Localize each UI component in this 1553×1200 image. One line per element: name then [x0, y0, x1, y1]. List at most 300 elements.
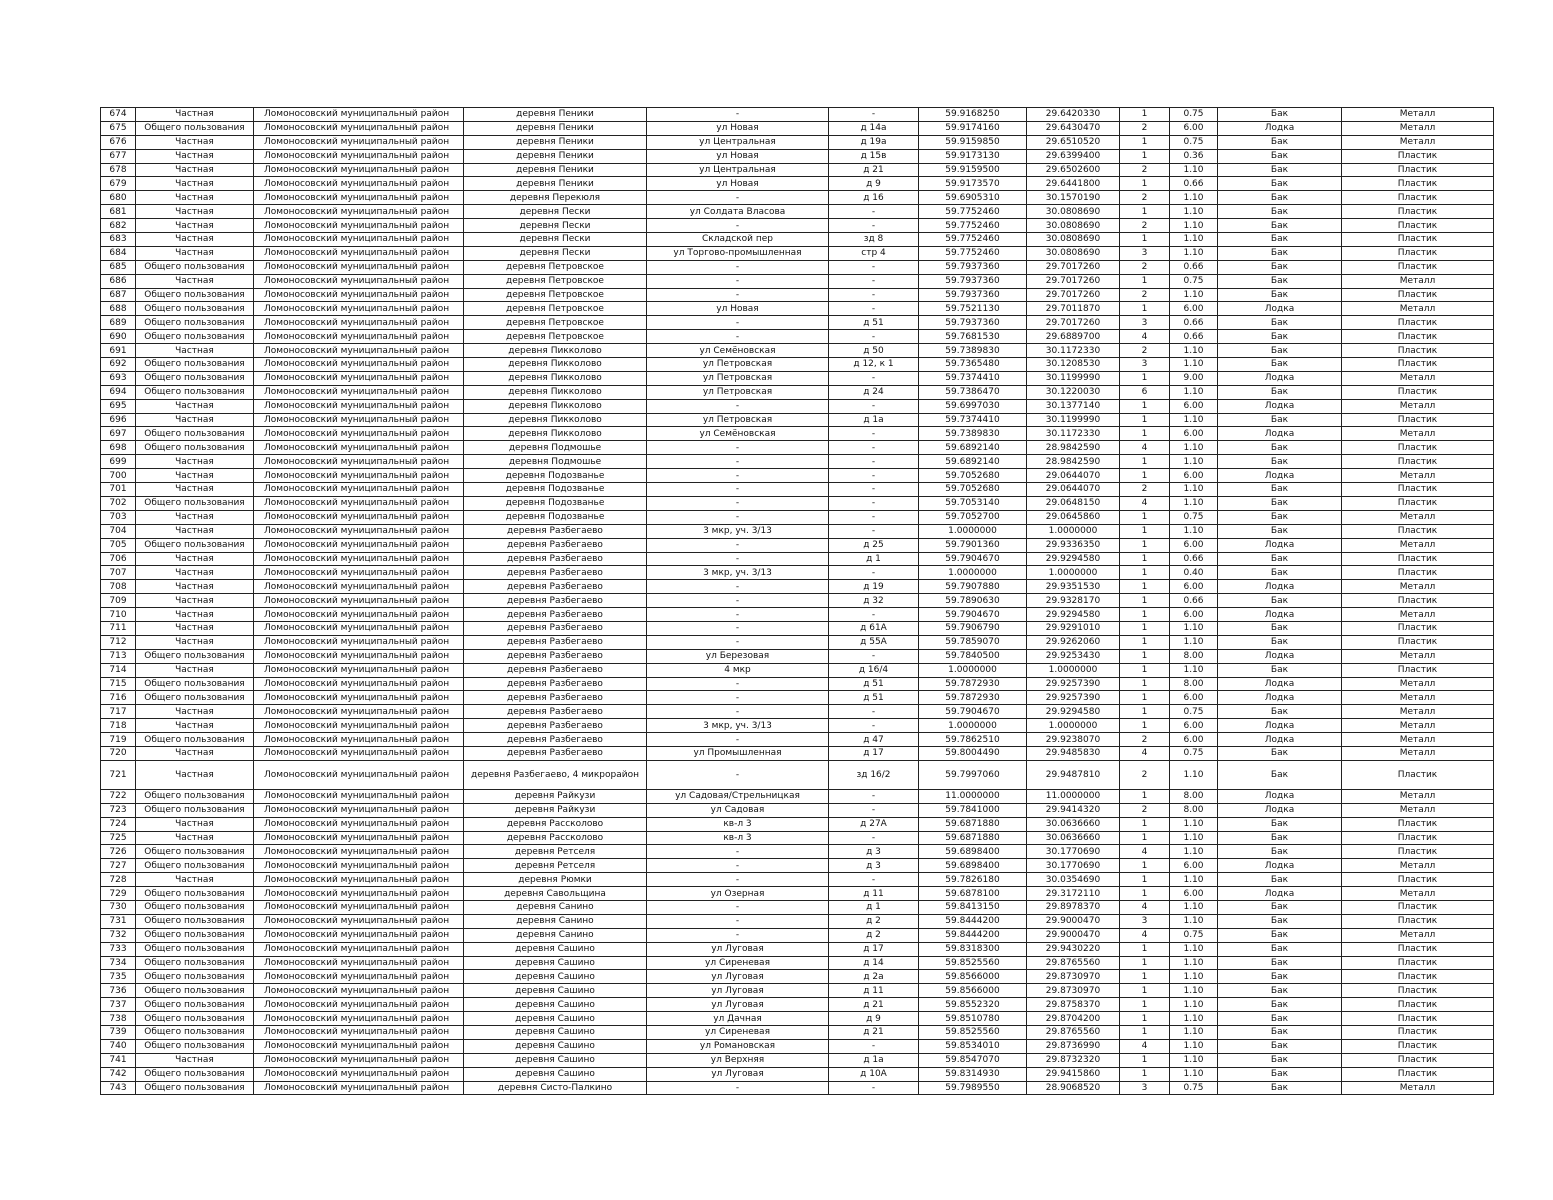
building-cell: - — [829, 455, 919, 469]
table-row — [101, 608, 1494, 622]
container-count-cell: 2 — [1120, 121, 1170, 135]
usage-type-cell: Общего пользования — [136, 441, 254, 455]
row-number-cell: 736 — [101, 984, 136, 998]
table-row — [101, 733, 1494, 747]
container-count-cell: 2 — [1120, 288, 1170, 302]
container-type-cell: Бак — [1218, 760, 1342, 789]
usage-type-cell: Частная — [136, 108, 254, 122]
latitude-cell: 59.7052700 — [919, 510, 1027, 524]
settlement-cell: деревня Петровское — [464, 260, 647, 274]
container-count-cell: 4 — [1120, 441, 1170, 455]
longitude-cell: 30.1770690 — [1027, 845, 1120, 859]
longitude-cell: 29.9262060 — [1027, 635, 1120, 649]
settlement-cell: деревня Сашино — [464, 998, 647, 1012]
longitude-cell: 29.8765560 — [1027, 956, 1120, 970]
container-type-cell: Бак — [1218, 496, 1342, 510]
container-volume-cell: 1.10 — [1170, 496, 1218, 510]
row-number-cell: 680 — [101, 191, 136, 205]
usage-type-cell: Общего пользования — [136, 691, 254, 705]
longitude-cell: 30.1377140 — [1027, 399, 1120, 413]
row-number-cell: 690 — [101, 330, 136, 344]
material-cell: Пластик — [1342, 441, 1494, 455]
street-cell: - — [647, 274, 829, 288]
settlement-cell: деревня Сашино — [464, 942, 647, 956]
building-cell: стр 4 — [829, 246, 919, 260]
settlement-cell: деревня Сашино — [464, 1067, 647, 1081]
container-volume-cell: 1.10 — [1170, 984, 1218, 998]
building-cell: д 2 — [829, 914, 919, 928]
container-volume-cell: 0.66 — [1170, 177, 1218, 191]
latitude-cell: 59.7752460 — [919, 246, 1027, 260]
street-cell: - — [647, 191, 829, 205]
municipal-district-cell: Ломоносовский муниципальный район — [254, 1012, 464, 1026]
container-volume-cell: 6.00 — [1170, 399, 1218, 413]
street-cell: - — [647, 705, 829, 719]
container-type-cell: Бак — [1218, 984, 1342, 998]
latitude-cell: 59.7374410 — [919, 371, 1027, 385]
longitude-cell: 29.9415860 — [1027, 1067, 1120, 1081]
latitude-cell: 59.7752460 — [919, 233, 1027, 247]
longitude-cell: 29.8765560 — [1027, 1026, 1120, 1040]
settlement-cell: деревня Санино — [464, 928, 647, 942]
material-cell: Пластик — [1342, 330, 1494, 344]
longitude-cell: 29.9351530 — [1027, 580, 1120, 594]
street-cell: - — [647, 288, 829, 302]
street-cell: ул Садовая/Стрельницкая — [647, 789, 829, 803]
usage-type-cell: Общего пользования — [136, 1081, 254, 1095]
latitude-cell: 59.6892140 — [919, 455, 1027, 469]
usage-type-cell: Общего пользования — [136, 956, 254, 970]
municipal-district-cell: Ломоносовский муниципальный район — [254, 524, 464, 538]
material-cell: Пластик — [1342, 455, 1494, 469]
settlement-cell: деревня Разбегаево — [464, 705, 647, 719]
container-count-cell: 1 — [1120, 817, 1170, 831]
latitude-cell: 59.8004490 — [919, 746, 1027, 760]
container-type-cell: Бак — [1218, 135, 1342, 149]
usage-type-cell: Частная — [136, 608, 254, 622]
municipal-district-cell: Ломоносовский муниципальный район — [254, 594, 464, 608]
row-number-cell: 732 — [101, 928, 136, 942]
municipal-district-cell: Ломоносовский муниципальный район — [254, 538, 464, 552]
material-cell: Пластик — [1342, 246, 1494, 260]
container-type-cell: Бак — [1218, 621, 1342, 635]
municipal-district-cell: Ломоносовский муниципальный район — [254, 705, 464, 719]
settlement-cell: деревня Подозванье — [464, 510, 647, 524]
container-count-cell: 1 — [1120, 831, 1170, 845]
usage-type-cell: Общего пользования — [136, 316, 254, 330]
container-type-cell: Лодка — [1218, 859, 1342, 873]
longitude-cell: 29.7017260 — [1027, 288, 1120, 302]
street-cell: ул Озерная — [647, 887, 829, 901]
row-number-cell: 735 — [101, 970, 136, 984]
material-cell: Пластик — [1342, 260, 1494, 274]
municipal-district-cell: Ломоносовский муниципальный район — [254, 845, 464, 859]
building-cell: д 17 — [829, 942, 919, 956]
usage-type-cell: Частная — [136, 455, 254, 469]
container-type-cell: Бак — [1218, 344, 1342, 358]
building-cell: д 1а — [829, 413, 919, 427]
latitude-cell: 59.6871880 — [919, 817, 1027, 831]
longitude-cell: 29.9294580 — [1027, 552, 1120, 566]
container-count-cell: 1 — [1120, 566, 1170, 580]
container-volume-cell: 0.75 — [1170, 928, 1218, 942]
building-cell: д 1 — [829, 900, 919, 914]
usage-type-cell: Частная — [136, 344, 254, 358]
longitude-cell: 1.0000000 — [1027, 566, 1120, 580]
row-number-cell: 742 — [101, 1067, 136, 1081]
longitude-cell: 29.0648150 — [1027, 496, 1120, 510]
street-cell: ул Луговая — [647, 942, 829, 956]
longitude-cell: 29.0645860 — [1027, 510, 1120, 524]
row-number-cell: 730 — [101, 900, 136, 914]
usage-type-cell: Частная — [136, 413, 254, 427]
row-number-cell: 737 — [101, 998, 136, 1012]
material-cell: Металл — [1342, 399, 1494, 413]
row-number-cell: 713 — [101, 649, 136, 663]
container-volume-cell: 1.10 — [1170, 635, 1218, 649]
settlement-cell: деревня Пикколово — [464, 358, 647, 372]
street-cell: ул Верхняя — [647, 1053, 829, 1067]
municipal-district-cell: Ломоносовский муниципальный район — [254, 1039, 464, 1053]
container-volume-cell: 1.10 — [1170, 483, 1218, 497]
street-cell: 3 мкр, уч. 3/13 — [647, 566, 829, 580]
row-number-cell: 702 — [101, 496, 136, 510]
longitude-cell: 29.9414320 — [1027, 803, 1120, 817]
row-number-cell: 724 — [101, 817, 136, 831]
latitude-cell: 59.8552320 — [919, 998, 1027, 1012]
container-count-cell: 3 — [1120, 316, 1170, 330]
material-cell: Металл — [1342, 1081, 1494, 1095]
settlement-cell: деревня Разбегаево — [464, 538, 647, 552]
street-cell: ул Центральная — [647, 163, 829, 177]
container-type-cell: Бак — [1218, 358, 1342, 372]
latitude-cell: 59.7937360 — [919, 274, 1027, 288]
street-cell: ул Сиреневая — [647, 1026, 829, 1040]
container-count-cell: 1 — [1120, 149, 1170, 163]
street-cell: - — [647, 483, 829, 497]
container-volume-cell: 6.00 — [1170, 691, 1218, 705]
settlement-cell: деревня Подмошье — [464, 455, 647, 469]
usage-type-cell: Общего пользования — [136, 970, 254, 984]
building-cell: - — [829, 524, 919, 538]
container-type-cell: Лодка — [1218, 733, 1342, 747]
latitude-cell: 59.7386470 — [919, 385, 1027, 399]
building-cell: - — [829, 1039, 919, 1053]
longitude-cell: 29.8736990 — [1027, 1039, 1120, 1053]
table-row — [101, 483, 1494, 497]
container-count-cell: 1 — [1120, 649, 1170, 663]
table-row — [101, 789, 1494, 803]
latitude-cell: 59.7872930 — [919, 691, 1027, 705]
municipal-district-cell: Ломоносовский муниципальный район — [254, 469, 464, 483]
street-cell: - — [647, 914, 829, 928]
container-volume-cell: 6.00 — [1170, 469, 1218, 483]
material-cell: Пластик — [1342, 483, 1494, 497]
container-type-cell: Бак — [1218, 219, 1342, 233]
container-volume-cell: 1.10 — [1170, 441, 1218, 455]
building-cell: д 16 — [829, 191, 919, 205]
row-number-cell: 728 — [101, 873, 136, 887]
container-volume-cell: 1.10 — [1170, 385, 1218, 399]
table-row — [101, 817, 1494, 831]
settlement-cell: деревня Разбегаево — [464, 580, 647, 594]
container-type-cell: Бак — [1218, 552, 1342, 566]
street-cell: - — [647, 552, 829, 566]
municipal-district-cell: Ломоносовский муниципальный район — [254, 233, 464, 247]
street-cell: - — [647, 455, 829, 469]
longitude-cell: 29.9487810 — [1027, 760, 1120, 789]
table-row — [101, 663, 1494, 677]
table-row — [101, 649, 1494, 663]
container-type-cell: Бак — [1218, 524, 1342, 538]
container-count-cell: 1 — [1120, 1012, 1170, 1026]
settlement-cell: деревня Пески — [464, 233, 647, 247]
latitude-cell: 59.8444200 — [919, 928, 1027, 942]
table-row — [101, 845, 1494, 859]
table-row — [101, 191, 1494, 205]
settlement-cell: деревня Савольщина — [464, 887, 647, 901]
material-cell: Пластик — [1342, 873, 1494, 887]
row-number-cell: 725 — [101, 831, 136, 845]
municipal-district-cell: Ломоносовский муниципальный район — [254, 859, 464, 873]
latitude-cell: 11.0000000 — [919, 789, 1027, 803]
container-count-cell: 1 — [1120, 859, 1170, 873]
latitude-cell: 59.8510780 — [919, 1012, 1027, 1026]
settlement-cell: деревня Разбегаево, 4 микрорайон — [464, 760, 647, 789]
municipal-district-cell: Ломоносовский муниципальный район — [254, 483, 464, 497]
row-number-cell: 721 — [101, 760, 136, 789]
container-volume-cell: 1.10 — [1170, 233, 1218, 247]
container-type-cell: Бак — [1218, 594, 1342, 608]
longitude-cell: 29.0644070 — [1027, 469, 1120, 483]
material-cell: Металл — [1342, 887, 1494, 901]
table-row — [101, 859, 1494, 873]
table-row — [101, 887, 1494, 901]
container-type-cell: Бак — [1218, 108, 1342, 122]
longitude-cell: 30.1199990 — [1027, 371, 1120, 385]
container-volume-cell: 1.10 — [1170, 455, 1218, 469]
table-row — [101, 358, 1494, 372]
container-volume-cell: 0.66 — [1170, 260, 1218, 274]
municipal-district-cell: Ломоносовский муниципальный район — [254, 803, 464, 817]
table-row — [101, 219, 1494, 233]
table-row — [101, 928, 1494, 942]
material-cell: Пластик — [1342, 594, 1494, 608]
settlement-cell: деревня Пески — [464, 205, 647, 219]
container-type-cell: Лодка — [1218, 538, 1342, 552]
container-count-cell: 3 — [1120, 246, 1170, 260]
material-cell: Пластик — [1342, 984, 1494, 998]
container-count-cell: 4 — [1120, 746, 1170, 760]
longitude-cell: 29.8704200 — [1027, 1012, 1120, 1026]
usage-type-cell: Общего пользования — [136, 733, 254, 747]
row-number-cell: 726 — [101, 845, 136, 859]
container-count-cell: 4 — [1120, 1039, 1170, 1053]
usage-type-cell: Общего пользования — [136, 998, 254, 1012]
material-cell: Металл — [1342, 928, 1494, 942]
street-cell: ул Петровская — [647, 413, 829, 427]
table-row — [101, 719, 1494, 733]
longitude-cell: 29.8730970 — [1027, 970, 1120, 984]
material-cell: Пластик — [1342, 1053, 1494, 1067]
latitude-cell: 59.7374410 — [919, 413, 1027, 427]
container-count-cell: 1 — [1120, 789, 1170, 803]
street-cell: ул Луговая — [647, 970, 829, 984]
building-cell: д 14а — [829, 121, 919, 135]
container-type-cell: Бак — [1218, 1012, 1342, 1026]
container-count-cell: 1 — [1120, 302, 1170, 316]
table-row — [101, 135, 1494, 149]
material-cell: Пластик — [1342, 621, 1494, 635]
usage-type-cell: Общего пользования — [136, 385, 254, 399]
row-number-cell: 733 — [101, 942, 136, 956]
longitude-cell: 29.9430220 — [1027, 942, 1120, 956]
table-row — [101, 524, 1494, 538]
row-number-cell: 710 — [101, 608, 136, 622]
row-number-cell: 705 — [101, 538, 136, 552]
container-volume-cell: 8.00 — [1170, 803, 1218, 817]
municipal-district-cell: Ломоносовский муниципальный район — [254, 873, 464, 887]
container-type-cell: Бак — [1218, 635, 1342, 649]
row-number-cell: 711 — [101, 621, 136, 635]
row-number-cell: 729 — [101, 887, 136, 901]
street-cell: - — [647, 496, 829, 510]
material-cell: Пластик — [1342, 1067, 1494, 1081]
municipal-district-cell: Ломоносовский муниципальный район — [254, 649, 464, 663]
container-count-cell: 4 — [1120, 928, 1170, 942]
container-volume-cell: 0.75 — [1170, 274, 1218, 288]
container-volume-cell: 0.75 — [1170, 108, 1218, 122]
row-number-cell: 716 — [101, 691, 136, 705]
material-cell: Пластик — [1342, 149, 1494, 163]
municipal-district-cell: Ломоносовский муниципальный район — [254, 205, 464, 219]
row-number-cell: 681 — [101, 205, 136, 219]
container-count-cell: 2 — [1120, 260, 1170, 274]
row-number-cell: 692 — [101, 358, 136, 372]
building-cell: д 21 — [829, 1026, 919, 1040]
container-type-cell: Бак — [1218, 330, 1342, 344]
municipal-district-cell: Ломоносовский муниципальный район — [254, 663, 464, 677]
container-volume-cell: 1.10 — [1170, 205, 1218, 219]
longitude-cell: 30.0808690 — [1027, 233, 1120, 247]
municipal-district-cell: Ломоносовский муниципальный район — [254, 956, 464, 970]
building-cell: д 11 — [829, 887, 919, 901]
municipal-district-cell: Ломоносовский муниципальный район — [254, 302, 464, 316]
container-count-cell: 1 — [1120, 427, 1170, 441]
settlement-cell: деревня Пеники — [464, 177, 647, 191]
container-volume-cell: 0.75 — [1170, 705, 1218, 719]
settlement-cell: деревня Разбегаево — [464, 524, 647, 538]
container-count-cell: 1 — [1120, 455, 1170, 469]
longitude-cell: 29.9485830 — [1027, 746, 1120, 760]
street-cell: - — [647, 900, 829, 914]
longitude-cell: 1.0000000 — [1027, 663, 1120, 677]
municipal-district-cell: Ломоносовский муниципальный район — [254, 163, 464, 177]
container-count-cell: 1 — [1120, 399, 1170, 413]
building-cell: д 25 — [829, 538, 919, 552]
settlement-cell: деревня Разбегаево — [464, 746, 647, 760]
municipal-district-cell: Ломоносовский муниципальный район — [254, 510, 464, 524]
usage-type-cell: Частная — [136, 635, 254, 649]
latitude-cell: 59.6997030 — [919, 399, 1027, 413]
building-cell: д 51 — [829, 691, 919, 705]
street-cell: - — [647, 219, 829, 233]
latitude-cell: 59.6905310 — [919, 191, 1027, 205]
settlement-cell: деревня Разбегаево — [464, 663, 647, 677]
container-count-cell: 2 — [1120, 483, 1170, 497]
table-row — [101, 1012, 1494, 1026]
settlement-cell: деревня Рассколово — [464, 817, 647, 831]
usage-type-cell: Частная — [136, 873, 254, 887]
municipal-district-cell: Ломоносовский муниципальный район — [254, 566, 464, 580]
row-number-cell: 738 — [101, 1012, 136, 1026]
street-cell: ул Новая — [647, 177, 829, 191]
usage-type-cell: Общего пользования — [136, 942, 254, 956]
container-volume-cell: 1.10 — [1170, 956, 1218, 970]
container-count-cell: 2 — [1120, 344, 1170, 358]
settlement-cell: деревня Разбегаево — [464, 733, 647, 747]
usage-type-cell: Частная — [136, 594, 254, 608]
container-count-cell: 2 — [1120, 803, 1170, 817]
latitude-cell: 59.7053140 — [919, 496, 1027, 510]
row-number-cell: 691 — [101, 344, 136, 358]
container-type-cell: Бак — [1218, 274, 1342, 288]
row-number-cell: 700 — [101, 469, 136, 483]
container-count-cell: 1 — [1120, 538, 1170, 552]
settlement-cell: деревня Разбегаево — [464, 552, 647, 566]
municipal-district-cell: Ломоносовский муниципальный район — [254, 984, 464, 998]
usage-type-cell: Общего пользования — [136, 914, 254, 928]
building-cell: д 61А — [829, 621, 919, 635]
container-type-cell: Бак — [1218, 831, 1342, 845]
container-count-cell: 1 — [1120, 510, 1170, 524]
street-cell: ул Романовская — [647, 1039, 829, 1053]
table-row — [101, 510, 1494, 524]
building-cell: - — [829, 705, 919, 719]
latitude-cell: 59.9159500 — [919, 163, 1027, 177]
table-row — [101, 705, 1494, 719]
container-volume-cell: 6.00 — [1170, 733, 1218, 747]
settlement-cell: деревня Подмошье — [464, 441, 647, 455]
longitude-cell: 30.0636660 — [1027, 831, 1120, 845]
building-cell: - — [829, 205, 919, 219]
container-type-cell: Бак — [1218, 817, 1342, 831]
street-cell: - — [647, 859, 829, 873]
container-type-cell: Лодка — [1218, 302, 1342, 316]
usage-type-cell: Общего пользования — [136, 1039, 254, 1053]
longitude-cell: 30.1570190 — [1027, 191, 1120, 205]
settlement-cell: деревня Пеники — [464, 135, 647, 149]
latitude-cell: 59.7752460 — [919, 205, 1027, 219]
material-cell: Пластик — [1342, 900, 1494, 914]
row-number-cell: 677 — [101, 149, 136, 163]
settlement-cell: деревня Пикколово — [464, 385, 647, 399]
material-cell: Металл — [1342, 427, 1494, 441]
street-cell: - — [647, 621, 829, 635]
latitude-cell: 59.7904670 — [919, 608, 1027, 622]
container-count-cell: 1 — [1120, 413, 1170, 427]
material-cell: Пластик — [1342, 385, 1494, 399]
municipal-district-cell: Ломоносовский муниципальный район — [254, 177, 464, 191]
material-cell: Пластик — [1342, 219, 1494, 233]
latitude-cell: 59.8314930 — [919, 1067, 1027, 1081]
municipal-district-cell: Ломоносовский муниципальный район — [254, 108, 464, 122]
municipal-district-cell: Ломоносовский муниципальный район — [254, 219, 464, 233]
building-cell: д 15в — [829, 149, 919, 163]
usage-type-cell: Частная — [136, 274, 254, 288]
municipal-district-cell: Ломоносовский муниципальный район — [254, 677, 464, 691]
container-volume-cell: 1.10 — [1170, 219, 1218, 233]
